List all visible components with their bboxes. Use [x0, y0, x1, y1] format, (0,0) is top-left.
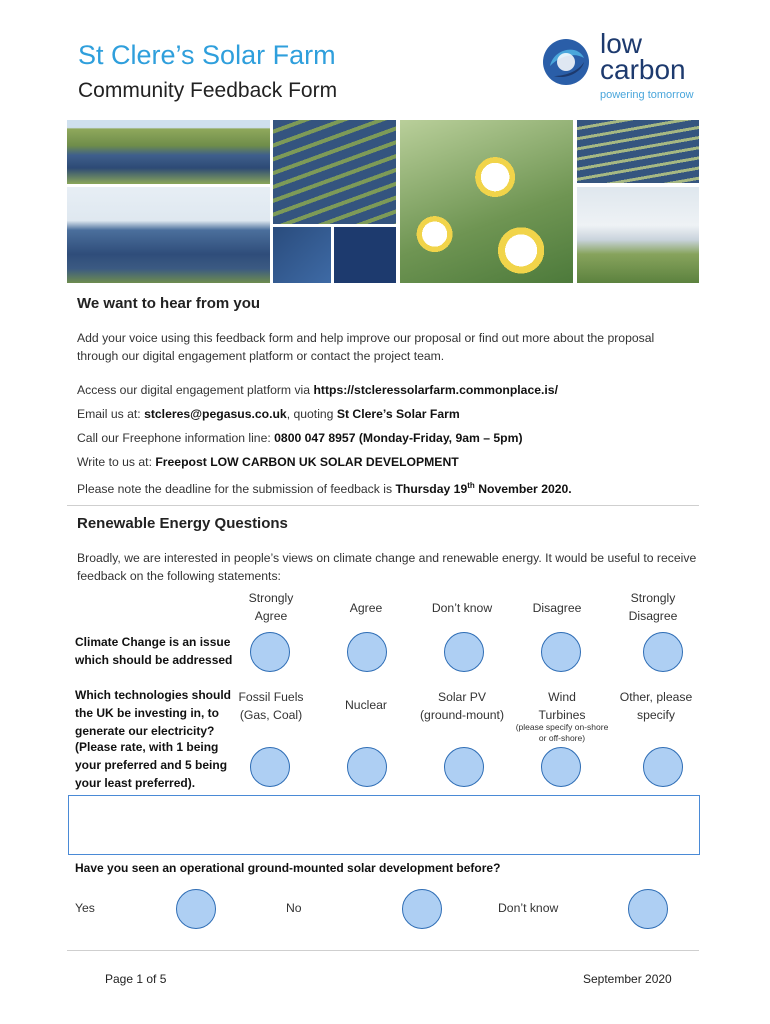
- col-agree: Agree: [349, 601, 383, 615]
- footer-divider: [67, 950, 699, 951]
- phone-prefix: Call our Freephone information line:: [77, 431, 275, 445]
- email-quote: St Clere’s Solar Farm: [336, 407, 460, 421]
- photo-panel-closeup: [273, 227, 331, 283]
- questions-intro: Broadly, we are interested in people’s views on climate change and renewable energy. It would be useful to receive feedback on the following statements:: [77, 551, 697, 583]
- col-disagree: Disagree: [532, 601, 582, 615]
- tech-solar-pv: Solar PV (ground-mount): [420, 690, 504, 722]
- logo-tagline: powering tomorrow: [600, 89, 694, 101]
- q1-text: Climate Change is an issue which should be addressed: [75, 635, 233, 667]
- q3-no-radio[interactable]: [402, 889, 442, 929]
- q1-strongly-agree-radio[interactable]: [250, 632, 290, 672]
- logo-text-carbon: carbon: [600, 54, 686, 85]
- write-line: [77, 453, 717, 471]
- low-carbon-logo: [540, 30, 702, 106]
- photo-aerial-solar-field: [67, 120, 270, 184]
- email-mid: , quoting: [286, 407, 337, 421]
- q1-agree-radio[interactable]: [347, 632, 387, 672]
- phone-line: [77, 429, 717, 447]
- page-title: St Clere’s Solar Farm: [78, 40, 336, 70]
- deadline-line: [77, 477, 717, 498]
- deadline-sup: th: [467, 481, 475, 490]
- q2-other-rating[interactable]: [643, 747, 683, 787]
- questions-heading: Renewable Energy Questions: [77, 515, 288, 532]
- q1-disagree-radio[interactable]: [541, 632, 581, 672]
- q2-note: (Please rate, with 1 being your preferred and 5 being your least preferred).: [75, 740, 228, 790]
- col-dont-know: Don’t know: [431, 601, 493, 615]
- intro-paragraph: Add your voice using this feedback form and help improve our proposal or find out more about the proposal through our digital engagement platform or contact the project team.: [77, 331, 655, 363]
- section-divider: [67, 505, 699, 506]
- q2-wind-rating[interactable]: [541, 747, 581, 787]
- q1-dont-know-radio[interactable]: [444, 632, 484, 672]
- tech-fossil-fuels: Fossil Fuels (Gas, Coal): [238, 690, 304, 722]
- tech-nuclear: Nuclear: [345, 698, 387, 712]
- q2-nuclear-rating[interactable]: [347, 747, 387, 787]
- email-prefix: Email us at:: [77, 407, 145, 421]
- platform-link[interactable]: https://stcleressolarfarm.commonplace.is/: [313, 383, 558, 397]
- phone-number: 0800 047 8957 (Monday-Friday, 9am – 5pm): [274, 431, 523, 445]
- tech-other: Other, please specify: [619, 690, 693, 722]
- q2-text: Which technologies should the UK be investing in, to generate our electricity?: [75, 688, 231, 738]
- tech-wind-note: (please specify on-shore or off-shore): [515, 722, 609, 743]
- q1-strongly-disagree-radio[interactable]: [643, 632, 683, 672]
- access-prefix: Access our digital engagement platform via: [77, 383, 314, 397]
- freepost-address: Freepost LOW CARBON UK SOLAR DEVELOPMENT: [155, 455, 459, 469]
- tech-wind-turbines: Wind Turbines: [538, 690, 586, 722]
- q3-dont-know-label: Don’t know: [498, 901, 559, 915]
- col-strongly-disagree: Strongly Disagree: [628, 591, 678, 623]
- intro-heading: We want to hear from you: [77, 295, 261, 312]
- q2-fossil-rating[interactable]: [250, 747, 290, 787]
- email-line: [77, 405, 717, 423]
- col-strongly-agree: Strongly Agree: [248, 591, 294, 623]
- q3-text: Have you seen an operational ground-mounted solar development before?: [75, 861, 501, 875]
- page-number: Page 1 of 5: [105, 972, 167, 986]
- q3-dont-know-radio[interactable]: [628, 889, 668, 929]
- photo-panels-top-right: [577, 120, 699, 183]
- deadline-rest: November 2020.: [474, 482, 572, 497]
- write-prefix: Write to us at:: [77, 455, 156, 469]
- logo-text-low: low: [600, 28, 643, 59]
- navy-block: [334, 227, 396, 283]
- q3-yes-label: Yes: [75, 901, 95, 915]
- photo-solar-panels-field: [67, 187, 270, 283]
- q3-no-label: No: [286, 901, 302, 915]
- deadline-prefix: Please note the deadline for the submission of feedback is: [77, 482, 396, 497]
- access-line: [77, 381, 717, 399]
- page-subtitle: Community Feedback Form: [78, 79, 338, 102]
- photo-panel-rows: [273, 120, 396, 224]
- q3-yes-radio[interactable]: [176, 889, 216, 929]
- photo-inverter-units: [577, 187, 699, 283]
- logo-swirl-icon: [540, 36, 592, 88]
- other-specify-textbox[interactable]: [68, 795, 700, 855]
- deadline-day: Thursday 19: [395, 482, 468, 497]
- footer-date: September 2020: [583, 972, 672, 986]
- q2-solar-rating[interactable]: [444, 747, 484, 787]
- photo-daisies-bee: [400, 120, 573, 283]
- email-link[interactable]: stcleres@pegasus.co.uk: [144, 407, 287, 421]
